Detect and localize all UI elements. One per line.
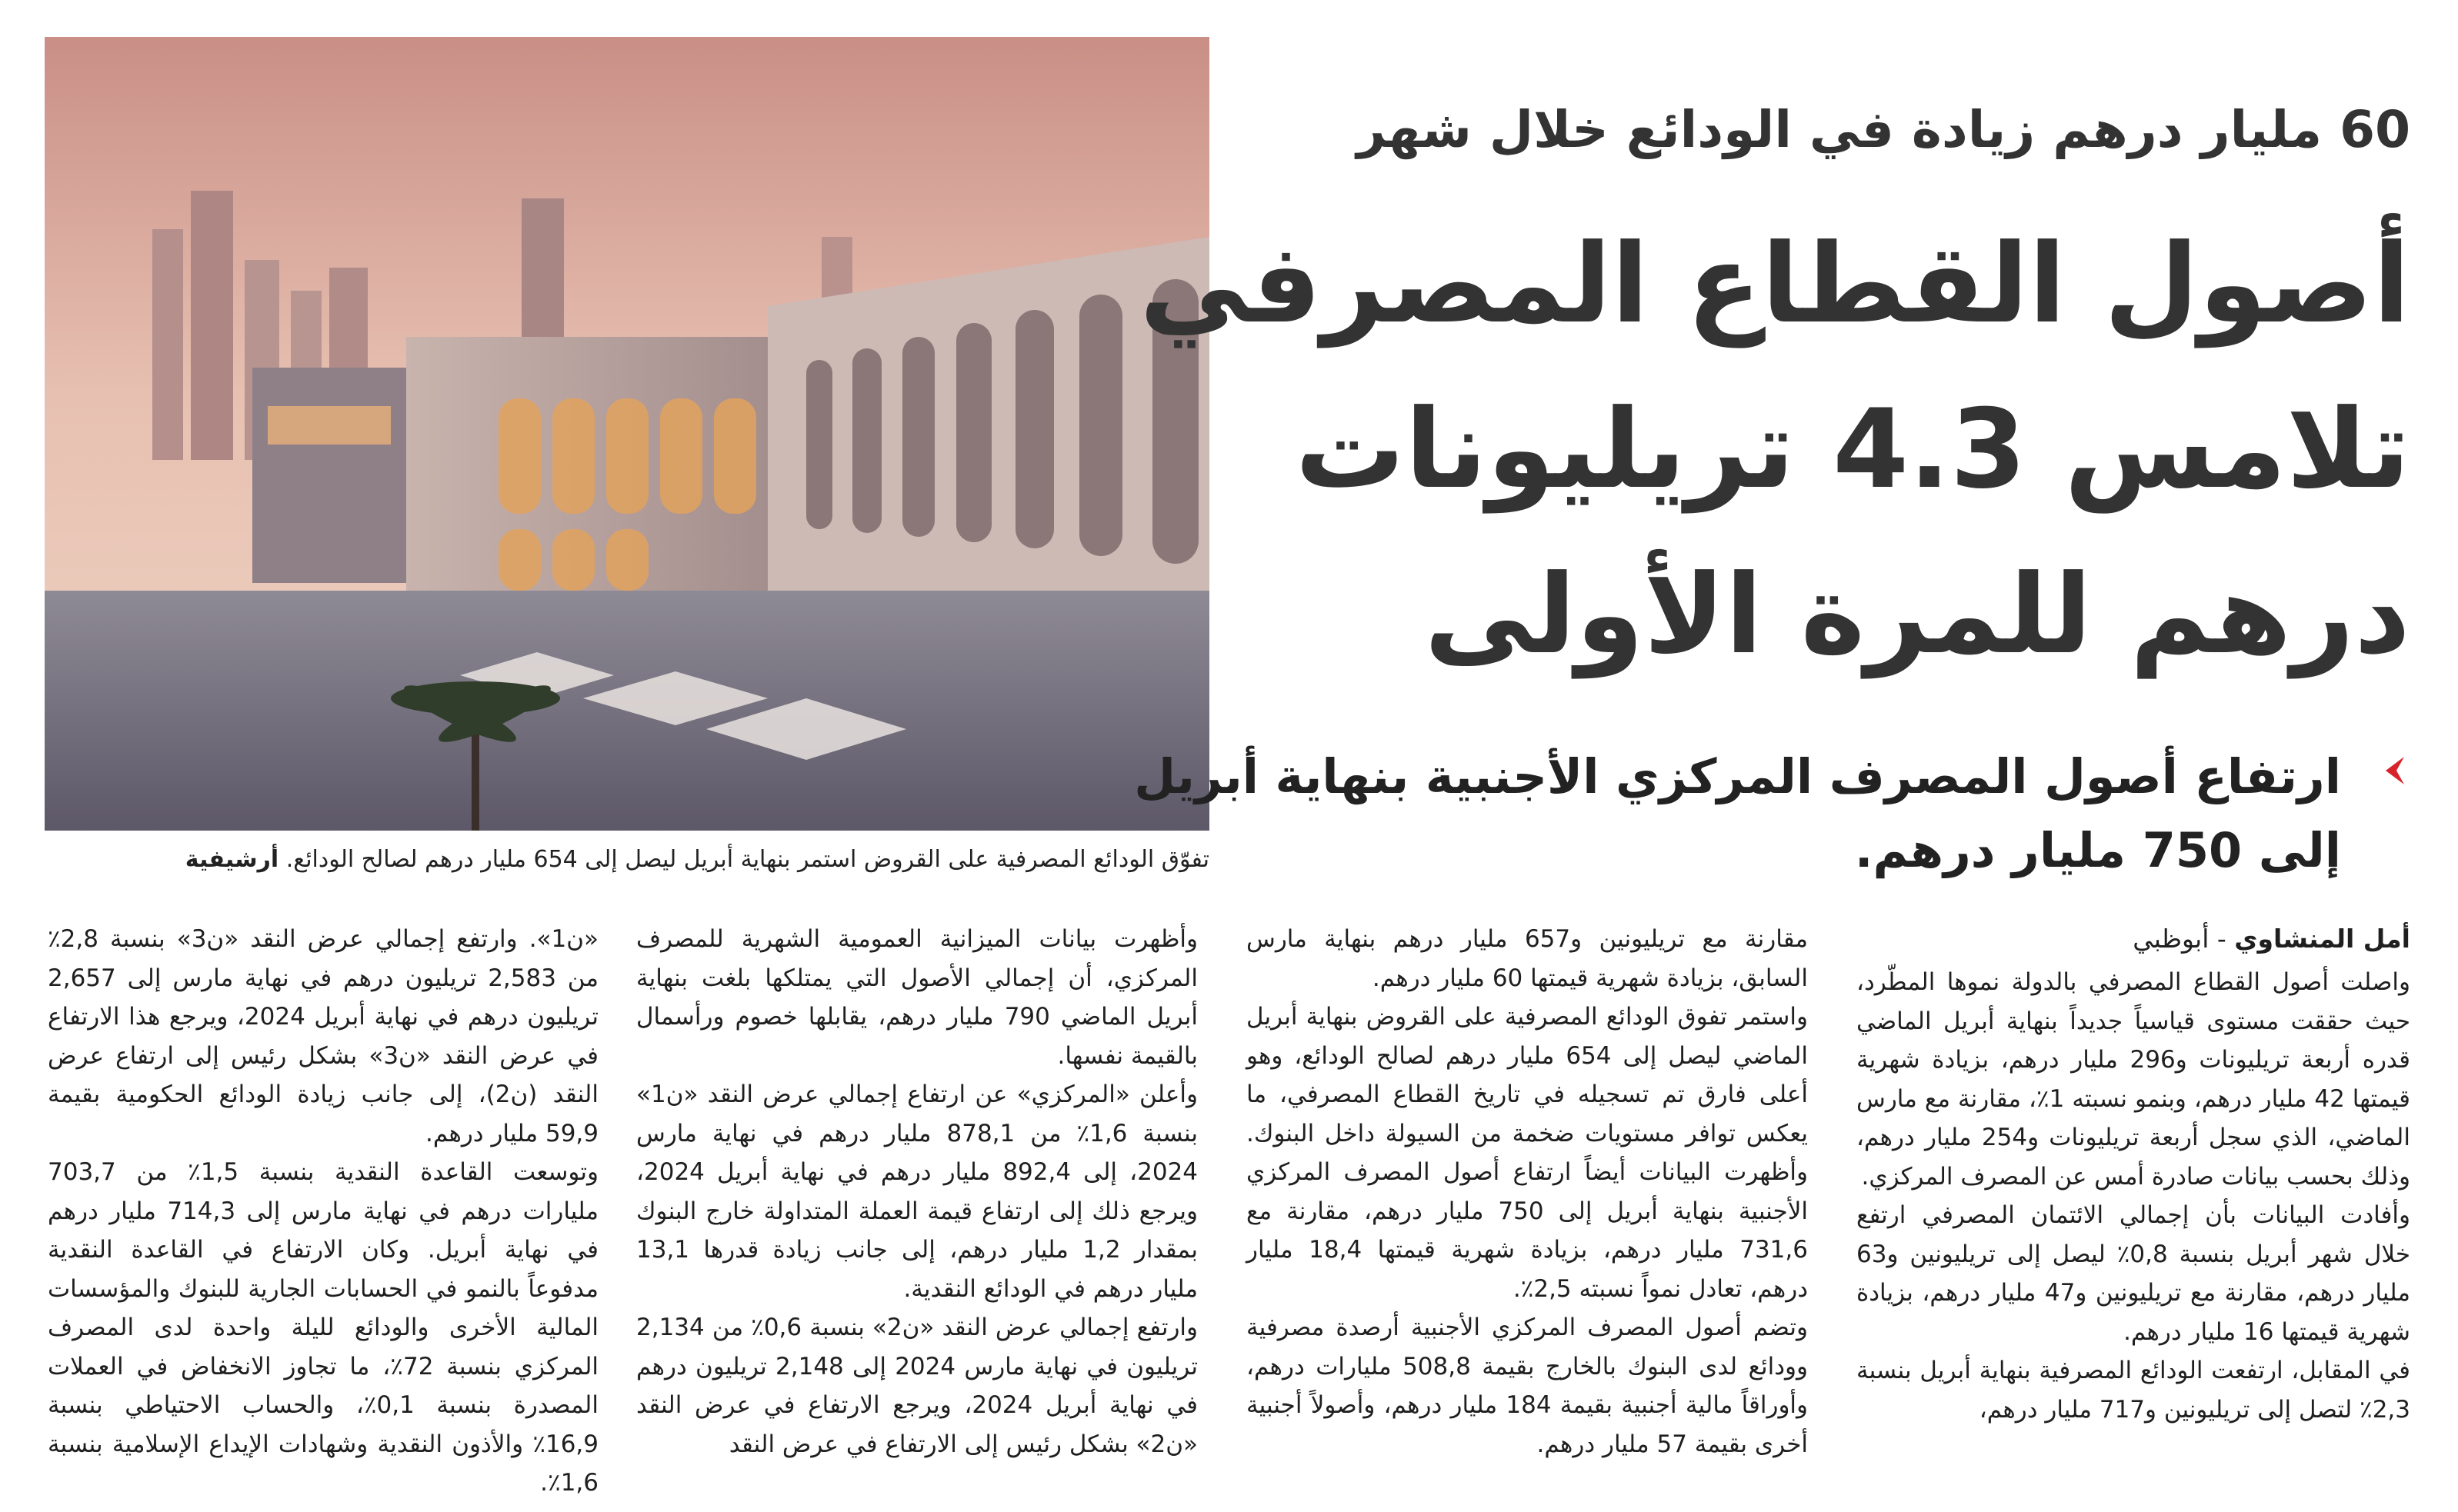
photo-caption — [45, 840, 1209, 880]
paragraph: وارتفع إجمالي عرض النقد «ن2» بنسبة 0,6٪ من 2,134 تريليون في نهاية مارس 2024 إلى 2,148 تريليون درهم في نهاية أبريل 2024، ويرجع الارتفاع في عرض النقد «ن2» بشكل رئيس إلى الارتفاع في عرض النقد — [636, 1314, 1199, 1458]
headline-line-2: تلامس 4.3 تريليونات — [1295, 386, 2410, 513]
article-headline — [1139, 201, 2410, 698]
byline-location: - أبوظبي — [2133, 924, 2235, 954]
headline-line-1: أصول القطاع المصرفي — [1139, 221, 2410, 348]
body-column-1 — [1856, 963, 2410, 1429]
byline — [1856, 920, 2410, 958]
body-column-2 — [1246, 920, 1808, 1464]
paragraph: واصلت أصول القطاع المصرفي بالدولة نموها المطّرد، حيث حققت مستوى قياسياً جديداً بنهاية أبريل الماضي قدره أربعة تريليونات و296 مليار درهم، بزيادة شهرية قيمتها 42 مليار درهم، وبنمو نسبته 1٪، مقارنة مع مارس الماضي، الذي سجل أربعة تريليونات و254 مليار درهم، وذلك بحسب بيانات صادرة أمس عن المصرف المركزي. — [1856, 968, 2411, 1191]
paragraph: وأفادت البيانات بأن إجمالي الائتمان المصرفي ارتفع خلال شهر أبريل بنسبة 0,8٪ ليصل إلى تريليونين و63 مليار درهم، مقارنة مع تريليونين و47 مليار درهم، بزيادة شهرية قيمتها 16 مليار درهم. — [1856, 1201, 2411, 1346]
subhead-line-1: ارتفاع أصول المصرف المركزي الأجنبية بنهاية أبريل — [1134, 748, 2341, 804]
paragraph: واستمر تفوق الودائع المصرفية على القروض بنهاية أبريل الماضي ليصل إلى 654 مليار درهم لصالح الودائع، وهو أعلى فارق تم تسجيله في تاريخ القطاع المصرفي، ما يعكس توافر مستويات ضخمة من السيولة داخل البنوك. وأظهرت البيانات أيضاً ارتفاع أصول المصرف المركزي الأجنبية بنهاية أبريل إلى 750 مليار درهم، مقارنة مع 731,6 مليار درهم، بزيادة شهرية قيمتها 18,4 مليار درهم، تعادل نمواً نسبته 2,5٪. — [1246, 1003, 1808, 1303]
byline-author: أمل المنشاوي — [2234, 924, 2410, 954]
body-column-4 — [48, 920, 599, 1503]
paragraph: وتضم أصول المصرف المركزي الأجنبية أرصدة مصرفية وودائع لدى البنوك بالخارج بقيمة 508,8 مليارات درهم، وأوراقاً مالية أجنبية بقيمة 184 مليار درهم، وأصولاً أجنبية أخرى بقيمة 57 مليار درهم. — [1246, 1314, 1808, 1458]
paragraph: وأظهرت بيانات الميزانية العمومية الشهرية للمصرف المركزي، أن إجمالي الأصول التي يمتلكها بلغت بنهاية أبريل الماضي 790 مليار درهم، يقابلها خصوم ورأسمال بالقيمة نفسها. — [636, 925, 1198, 1070]
headline-line-3: درهم للمرة الأولى — [1424, 551, 2410, 678]
article-subhead — [1134, 740, 2410, 888]
caption-text: تفوّق الودائع المصرفية على القروض استمر بنهاية أبريل ليصل إلى 654 مليار درهم لصالح الودائع. — [285, 846, 1209, 873]
article-photo — [45, 37, 1209, 831]
red-chevron-icon — [2376, 754, 2410, 788]
paragraph: «ن1». وارتفع إجمالي عرض النقد «ن3» بنسبة 2,8٪ من 2,583 تريليون درهم في نهاية مارس إلى 2,657 تريليون درهم في نهاية أبريل 2024، ويرجع هذا الارتفاع في عرض النقد «ن3» بشكل رئيس إلى ارتفاع عرض النقد (ن2)، إلى جانب زيادة الودائع الحكومية بقيمة 59,9 مليار درهم. — [48, 925, 599, 1147]
subhead-line-2: إلى 750 مليار درهم. — [1854, 822, 2341, 878]
paragraph: مقارنة مع تريليونين و657 مليار درهم بنهاية مارس السابق، بزيادة شهرية قيمتها 60 مليار درهم. — [1246, 925, 1808, 992]
paragraph: وتوسعت القاعدة النقدية بنسبة 1,5٪ من 703,7 مليارات درهم في نهاية مارس إلى 714,3 مليار درهم في نهاية أبريل. وكان الارتفاع في القاعدة النقدية مدفوعاً بالنمو في الحسابات الجارية للبنوك والمؤسسات المالية الأخرى والودائع لليلة واحدة لدى المصرف المركزي بنسبة 72٪، ما تجاوز الانخفاض في العملات المصدرة بنسبة 0,1٪، والحساب الاحتياطي بنسبة 16,9٪ والأذون النقدية وشهادات الإيداع الإسلامية بنسبة 1,6٪. — [48, 1158, 599, 1497]
paragraph: وأعلن «المركزي» عن ارتفاع إجمالي عرض النقد «ن1» بنسبة 1,6٪ من 878,1 مليار درهم في نهاية مارس 2024، إلى 892,4 مليار درهم في نهاية أبريل 2024، ويرجع ذلك إلى ارتفاع قيمة العملة المتداولة خارج البنوك بمقدار 1,2 مليار درهم، إلى جانب زيادة قدرها 13,1 مليار درهم في الودائع النقدية. — [636, 1081, 1199, 1303]
central-bank-building-image — [45, 37, 1209, 831]
article-kicker: 60 مليار درهم زيادة في الودائع خلال شهر — [1356, 100, 2410, 159]
paragraph: في المقابل، ارتفعت الودائع المصرفية بنهاية أبريل بنسبة 2,3٪ لتصل إلى تريليونين و717 مليار درهم، — [1856, 1357, 2410, 1424]
caption-source: أرشيفية — [185, 846, 279, 873]
body-column-3 — [636, 920, 1198, 1464]
